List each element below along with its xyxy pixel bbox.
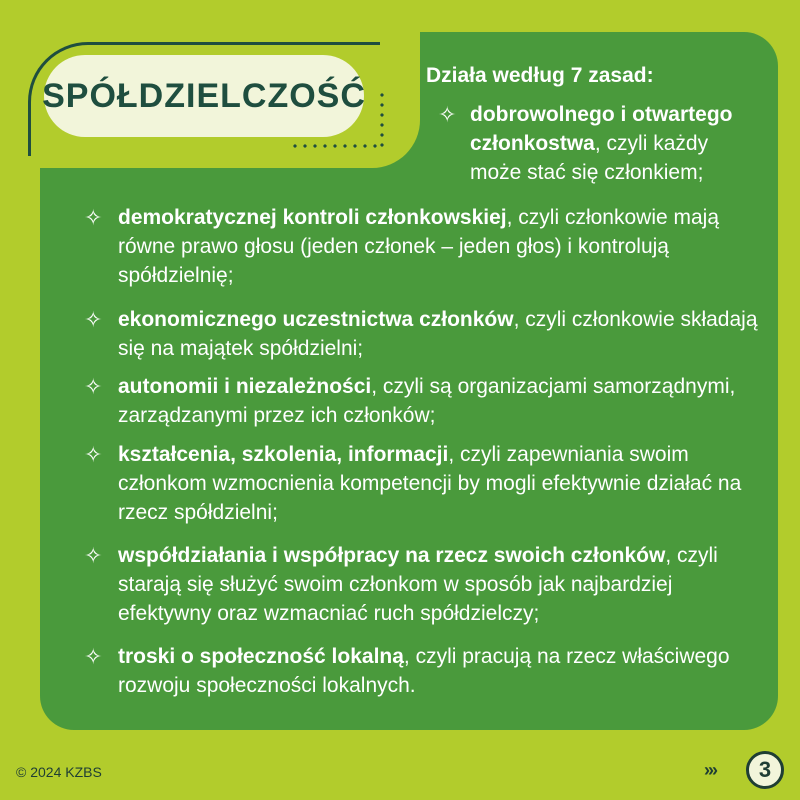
principle-item [438, 100, 758, 187]
principle-text [84, 305, 768, 363]
sparkle-icon: ✧ [84, 644, 103, 669]
principle-text [84, 642, 768, 700]
sparkle-icon: ✧ [84, 442, 103, 467]
title-badge [44, 55, 364, 137]
principle-rest: , czyli każdy może stać się członkiem; [470, 132, 709, 184]
principle-bold: kształcenia, szkolenia, informacji [118, 443, 449, 466]
dotted-line-decoration [290, 144, 380, 148]
principle-item [84, 305, 768, 363]
principle-bold: współdziałania i współpracy na rzecz swoich członków [118, 544, 666, 567]
copyright-text: © 2024 KZBS [16, 764, 102, 780]
sparkle-icon: ✧ [438, 102, 457, 127]
principle-bold: autonomii i niezależności [118, 375, 372, 398]
principle-item [84, 541, 768, 628]
page-number-badge: 3 [746, 751, 784, 789]
principle-bold: dobrowolnego i otwartego członkostwa [470, 103, 733, 155]
sparkle-icon: ✧ [84, 205, 103, 230]
principle-rest: , czyli starają się służyć swoim członkom w sposób jak najbardziej efektywny oraz wzmacniać ruch spółdzielczy; [118, 544, 718, 625]
principle-item [84, 642, 768, 700]
principle-text [84, 541, 768, 628]
principle-text [84, 203, 768, 290]
principle-text [84, 372, 768, 430]
principle-rest: , czyli pracują na rzecz właściwego rozwoju społeczności lokalnych. [118, 645, 730, 697]
principle-item [84, 203, 768, 290]
principle-rest: , czyli zapewniania swoim członkom wzmocnienia kompetencji by mogli efektywnie działać na rzecz spółdzielni; [118, 443, 742, 524]
page-title: SPÓŁDZIELCZOŚĆ [42, 76, 366, 115]
principle-bold: troski o społeczność lokalną [118, 645, 404, 668]
principle-text [438, 100, 758, 187]
principle-text [84, 440, 768, 527]
principle-rest: , czyli członkowie składają się na majątek spółdzielni; [118, 308, 758, 360]
principle-item [84, 440, 768, 527]
principle-bold: demokratycznej kontroli członkowskiej [118, 206, 507, 229]
principle-rest: , czyli są organizacjami samorządnymi, zarządzanymi przez ich członków; [118, 375, 736, 427]
sparkle-icon: ✧ [84, 374, 103, 399]
sparkle-icon: ✧ [84, 543, 103, 568]
sparkle-icon: ✧ [84, 307, 103, 332]
principle-rest: , czyli członkowie mają równe prawo głosu (jeden członek – jeden głos) i kontrolują spółdzielnię; [118, 206, 720, 287]
intro-heading: Działa według 7 zasad: [426, 64, 654, 87]
principle-bold: ekonomicznego uczestnictwa członków [118, 308, 514, 331]
principle-item [84, 372, 768, 430]
next-page-arrows-icon[interactable]: ››› [704, 760, 716, 780]
dotted-line-decoration [380, 90, 384, 148]
